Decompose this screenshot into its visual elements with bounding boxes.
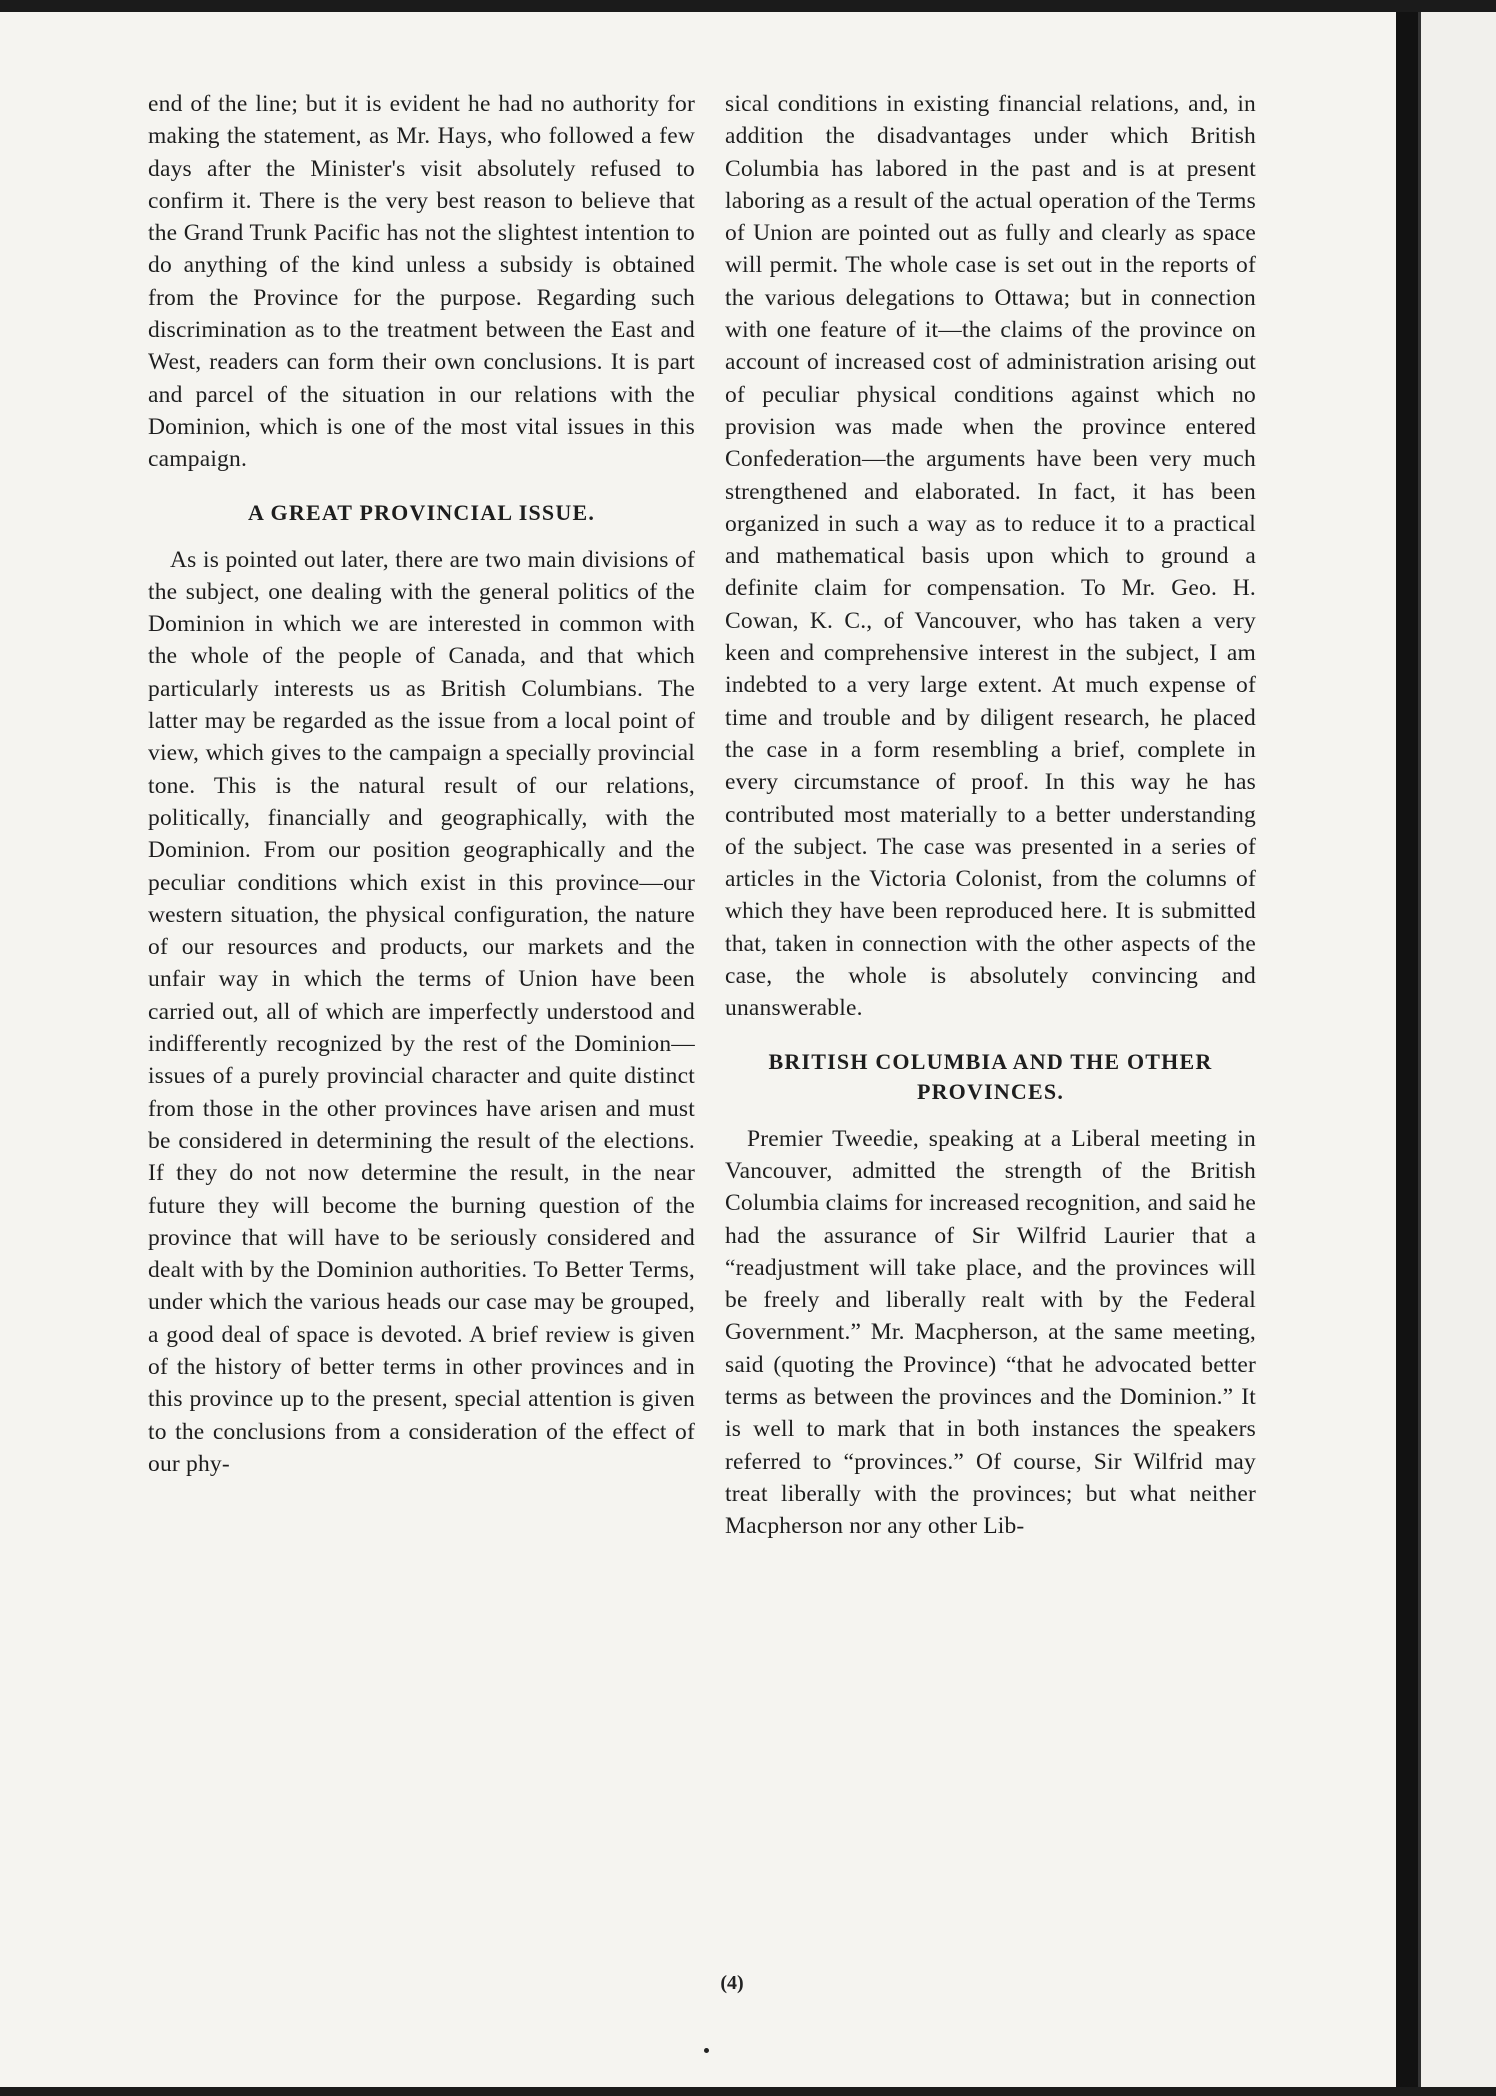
section-heading-other-provinces: BRITISH COLUMBIA AND THE OTHER PROVINCES. <box>768 1048 1213 1104</box>
section-heading-provincial-issue: A GREAT PROVINCIAL ISSUE. <box>247 499 596 525</box>
left-paragraph-1: end of the line; but it is evident he had no authority for making the statement, as Mr. Hays, who followed a few days after the Minister's visit absolutely refused to confirm it. There is the very best reason to believe that the Grand Trunk Pacific has not the slightest intention to do anything of the kind unless a subsidy is obtained from the Province for the purpose. Regarding such discrimination as to the treatment between the East and West, readers can form their own conclusions. It is part and parcel of the situation in our relations with the Dominion, which is one of the most vital issues in this campaign. <box>148 91 695 473</box>
right-paragraph-2: Premier Tweedie, speaking at a Liberal meeting in Vancouver, admitted the strength of the British Columbia claims for increased recognition, and said he had the assurance of Sir Wilfrid Laurier that a “readjustment will take place, and the provinces will be freely and liberally realt with by the Federal Government.” Mr. Macpherson, at the same meeting, said (quoting the Province) “that he advocated better terms as between the provinces and the Dominion.” It is well to mark that in both instances the speakers referred to “provinces.” Of course, Sir Wilfrid may treat liberally with the provinces; but what neither Macpherson nor any other Lib- <box>725 1125 1256 1540</box>
right-paragraph-1: sical conditions in existing financial relations, and, in addition the disadvantages under which British Columbia has labored in the past and is at present laboring as a result of the actual operation of the Terms of Union are pointed out as fully and clearly as space will permit. The whole case is set out in the reports of the various delegations to Ottawa; but in connection with one feature of it—the claims of the province on account of increased cost of administration arising out of peculiar physical conditions against which no provision was made when the province entered Confederation—the arguments have been very much strengthened and elaborated. In fact, it has been organized in such a way as to reduce it to a practical and mathematical basis upon which to ground a definite claim for compensation. To Mr. Geo. H. Cowan, K. C., of Vancouver, who has taken a very keen and comprehensive interest in the subject, I am indebted to a very large extent. At much expense of time and trouble and by diligent research, he placed the case in a form resembling a brief, complete in every circumstance of proof. In this way he has contributed most materially to a better understanding of the subject. The case was presented in a series of articles in the Victoria Colonist, from the columns of which they have been reproduced here. It is submitted that, taken in connection with the other aspects of the case, the whole is absolutely convincing and unanswerable. <box>725 91 1256 1022</box>
right-column <box>725 88 1256 1542</box>
left-paragraph-2: As is pointed out later, there are two main divisions of the subject, one dealing with the general politics of the Dominion in which we are interested in common with the whole of the people of Canada, and that which particularly interests us as British Columbians. The latter may be regarded as the issue from a local point of view, which gives to the campaign a specially provincial tone. This is the natural result of our relations, politically, financially and geographically, with the Dominion. From our position geographically and the peculiar conditions which exist in this province—our western situation, the physical configuration, the nature of our resources and products, our markets and the unfair way in which the terms of Union have been carried out, all of which are imperfectly understood and indifferently recognized by the rest of the Dominion—issues of a purely provincial character and quite distinct from those in the other provinces have arisen and must be considered in determining the result of the elections. If they do not now determine the result, in the near future they will become the burning question of the province that will have to be seriously considered and dealt with by the Dominion authorities. To Better Terms, under which the various heads our case may be grouped, a good deal of space is devoted. A brief review is given of the history of better terms in other provinces and in this province up to the present, special attention is given to the conclusions from a consideration of the effect of our phy- <box>148 546 695 1477</box>
document-page <box>0 12 1396 2087</box>
adjacent-page-sheet <box>1418 12 1496 2087</box>
page-number: (4) <box>720 1972 744 1994</box>
adjacent-page-edge <box>1396 12 1496 2087</box>
left-column <box>148 88 695 1480</box>
print-speck <box>704 2048 709 2053</box>
